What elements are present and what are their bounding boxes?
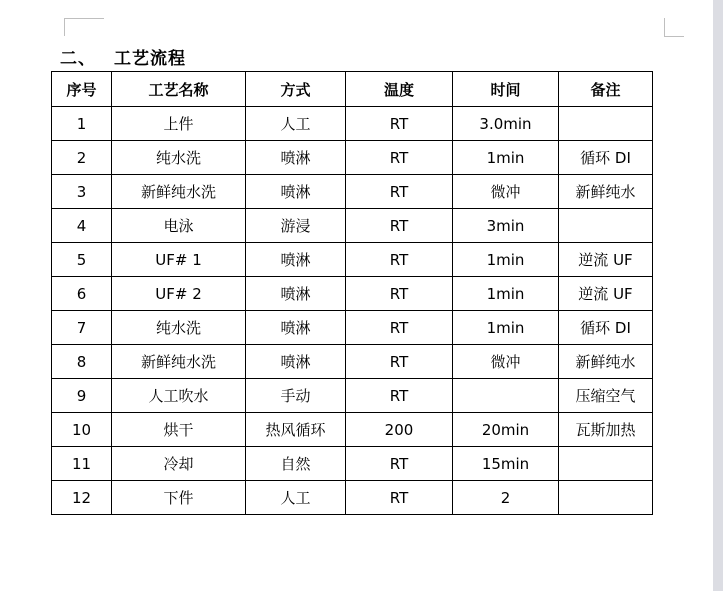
cell-time: 20min [453,413,559,447]
table-row [52,277,653,311]
cell-method: 人工 [246,481,346,515]
cell-process-name: 上件 [112,107,246,141]
cell-remarks [559,209,653,243]
cell-remarks [559,447,653,481]
cell-seq: 4 [52,209,112,243]
cell-time: 15min [453,447,559,481]
table-row [52,413,653,447]
cell-temperature: RT [346,243,453,277]
cell-temperature: RT [346,379,453,413]
cell-method: 喷淋 [246,243,346,277]
cell-method: 喷淋 [246,141,346,175]
cell-temperature: 200 [346,413,453,447]
cell-time: 微冲 [453,175,559,209]
cell-method: 喷淋 [246,311,346,345]
cell-remarks: 循环 DI [559,141,653,175]
cell-remarks: 新鲜纯水 [559,175,653,209]
table-row [52,447,653,481]
cell-remarks: 新鲜纯水 [559,345,653,379]
cell-process-name: 烘干 [112,413,246,447]
cell-seq: 12 [52,481,112,515]
section-number: 二、 [60,49,96,69]
table-row [52,481,653,515]
cell-remarks: 逆流 UF [559,277,653,311]
table-row [52,243,653,277]
cell-seq: 2 [52,141,112,175]
cell-temperature: RT [346,311,453,345]
section-title: 工艺流程 [114,49,186,69]
table-row [52,311,653,345]
cell-method: 自然 [246,447,346,481]
table-row [52,107,653,141]
table-row [52,175,653,209]
cell-temperature: RT [346,209,453,243]
cell-time: 1min [453,243,559,277]
cell-time: 1min [453,311,559,345]
cell-seq: 7 [52,311,112,345]
cell-temperature: RT [346,107,453,141]
cell-temperature: RT [346,175,453,209]
margin-marker-top-left-vertical [64,18,65,36]
margin-marker-top-left [64,18,104,19]
cell-remarks: 逆流 UF [559,243,653,277]
cell-method: 喷淋 [246,345,346,379]
cell-process-name: UF# 1 [112,243,246,277]
table-header-row [52,72,653,107]
cell-process-name: UF# 2 [112,277,246,311]
process-table [51,71,653,515]
table-row [52,379,653,413]
cell-seq: 11 [52,447,112,481]
cell-method: 游浸 [246,209,346,243]
margin-marker-top-right [664,36,684,37]
cell-remarks: 瓦斯加热 [559,413,653,447]
cell-process-name: 冷却 [112,447,246,481]
table-row [52,209,653,243]
cell-time: 1min [453,141,559,175]
header-time: 时间 [453,72,559,107]
cell-time: 2 [453,481,559,515]
cell-temperature: RT [346,481,453,515]
cell-method: 人工 [246,107,346,141]
cell-seq: 10 [52,413,112,447]
cell-seq: 6 [52,277,112,311]
cell-temperature: RT [346,141,453,175]
cell-seq: 5 [52,243,112,277]
header-remarks: 备注 [559,72,653,107]
cell-remarks: 压缩空气 [559,379,653,413]
cell-seq: 8 [52,345,112,379]
cell-remarks: 循环 DI [559,311,653,345]
cell-time [453,379,559,413]
cell-time: 微冲 [453,345,559,379]
header-process-name: 工艺名称 [112,72,246,107]
cell-seq: 3 [52,175,112,209]
header-temperature: 温度 [346,72,453,107]
cell-process-name: 纯水洗 [112,141,246,175]
table-body [52,107,653,515]
cell-temperature: RT [346,447,453,481]
table-row [52,345,653,379]
header-seq: 序号 [52,72,112,107]
cell-process-name: 新鲜纯水洗 [112,175,246,209]
cell-method: 喷淋 [246,277,346,311]
cell-seq: 9 [52,379,112,413]
cell-remarks [559,107,653,141]
window-gutter [713,0,723,591]
margin-marker-top-right-vertical [664,18,665,36]
table-row [52,141,653,175]
cell-method: 手动 [246,379,346,413]
cell-method: 热风循环 [246,413,346,447]
cell-time: 3.0min [453,107,559,141]
cell-process-name: 纯水洗 [112,311,246,345]
cell-process-name: 新鲜纯水洗 [112,345,246,379]
cell-remarks [559,481,653,515]
cell-time: 1min [453,277,559,311]
cell-process-name: 下件 [112,481,246,515]
section-heading [60,44,186,69]
cell-temperature: RT [346,277,453,311]
cell-process-name: 人工吹水 [112,379,246,413]
cell-seq: 1 [52,107,112,141]
header-method: 方式 [246,72,346,107]
cell-time: 3min [453,209,559,243]
cell-process-name: 电泳 [112,209,246,243]
cell-temperature: RT [346,345,453,379]
cell-method: 喷淋 [246,175,346,209]
